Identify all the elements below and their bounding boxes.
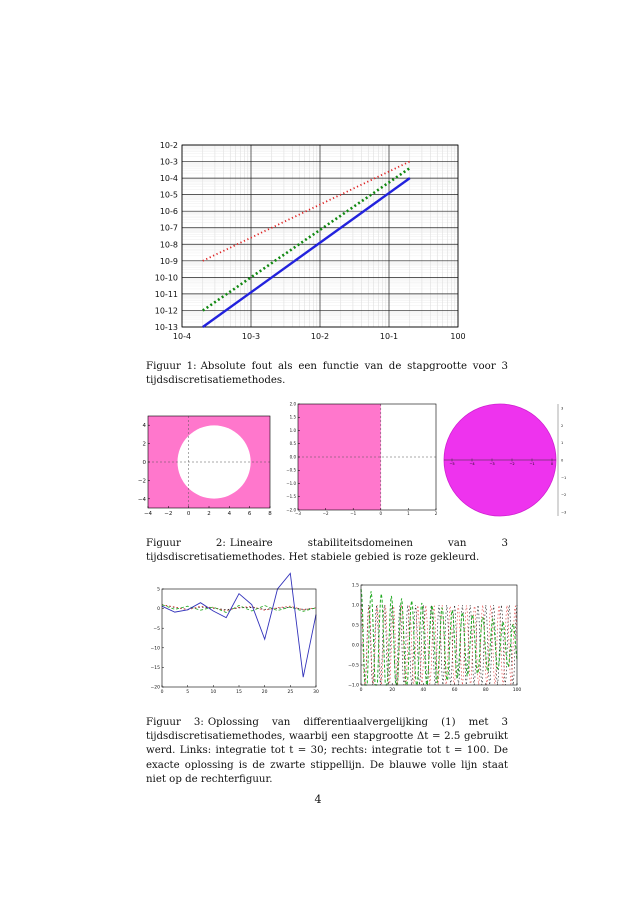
figure-y-tick-label: 0.5 xyxy=(289,441,296,447)
figure-1-x-tick-label: 10-4 xyxy=(172,332,192,341)
figure-y-tick-label: 0 xyxy=(157,607,160,613)
figure-y-tick-label: 5 xyxy=(157,587,160,593)
figure-y-tick-label: −2 xyxy=(137,478,146,485)
figure-1-x-tick-label: 10-1 xyxy=(379,332,399,341)
figure-3-left-frame xyxy=(162,589,316,687)
figure-y-tick-label: 1.0 xyxy=(289,427,296,433)
figure-1-series-line xyxy=(203,178,410,327)
figure-y-tick-label: −10 xyxy=(150,646,160,652)
figure-x-tick-label: 15 xyxy=(236,690,242,695)
figure-y-tick-label: −1.5 xyxy=(286,494,296,500)
figure-1-label: Figuur 1: xyxy=(146,361,197,372)
figure-2c-y-tick-label: −3 xyxy=(561,510,567,515)
figure-y-tick-label: 1.5 xyxy=(351,583,359,589)
figure-1-caption-text: Absolute fout als een functie van de stapgrootte voor 3 tijdsdiscretisatiemethodes. xyxy=(146,361,508,387)
figure-y-tick-label: −0.5 xyxy=(286,467,296,473)
figure-1-y-tick-label: 10-3 xyxy=(159,157,178,167)
figure-x-tick-label: 0 xyxy=(359,688,363,693)
figure-x-tick-label: 4 xyxy=(227,511,232,517)
figure-x-tick-label: 2 xyxy=(434,511,438,516)
figure-x-tick-label: 6 xyxy=(247,511,252,517)
figure-2c-y-tick-label: −1 xyxy=(561,475,567,480)
figure-x-tick-label: −2 xyxy=(164,511,173,517)
figure-1-x-tick-label: 100 xyxy=(450,332,466,341)
figure-y-tick-label: −1.0 xyxy=(286,480,296,486)
figure-2a-stability-plot xyxy=(137,412,275,520)
figure-1-y-tick-label: 10-8 xyxy=(159,240,178,250)
figure-2c-y-tick-label: 0 xyxy=(561,458,564,463)
figure-y-tick-label: 1.5 xyxy=(289,414,296,420)
figure-1-y-tick-label: 10-2 xyxy=(159,141,178,150)
figure-2b-stability-plot xyxy=(286,398,440,520)
figure-2c-y-tick-label: 3 xyxy=(561,406,564,411)
figure-2c-y-tick-label: 1 xyxy=(561,441,564,446)
figure-y-tick-label: −2.0 xyxy=(286,507,296,513)
figure-x-tick-label: 30 xyxy=(313,690,319,695)
figure-1-x-tick-label: 10-2 xyxy=(310,332,330,341)
figure-x-tick-label: 0 xyxy=(186,511,191,517)
figure-2-caption xyxy=(146,537,508,565)
figure-1-y-tick-label: 10-9 xyxy=(159,256,178,266)
figure-x-tick-label: 60 xyxy=(451,688,458,693)
figure-x-tick-label: 25 xyxy=(287,690,294,695)
figure-x-tick-label: −3 xyxy=(295,511,301,516)
figure-y-tick-label: −20 xyxy=(150,685,160,691)
figure-1-error-plot xyxy=(135,140,470,345)
figure-y-tick-label: 0.0 xyxy=(351,643,359,649)
figure-x-tick-label: −2 xyxy=(322,511,329,516)
figure-y-tick-label: 2 xyxy=(142,441,146,448)
figure-y-tick-label: 4 xyxy=(142,423,146,430)
figure-2-label: Figuur 2: xyxy=(146,538,226,549)
figure-x-tick-label: 100 xyxy=(512,688,522,693)
figure-2c-x-tick-label: −1 xyxy=(529,462,535,466)
figure-2c-x-tick-label: −4 xyxy=(469,462,475,466)
figure-1-y-tick-label: 10-5 xyxy=(159,190,178,200)
figure-y-tick-label: −4 xyxy=(137,496,146,503)
figure-y-tick-label: −5 xyxy=(153,626,160,632)
figure-2-caption-text: Lineaire stabiliteitsdomeinen van 3 tijdsdiscretisatiemethodes. Het stabiele gebied is roze gekleurd. xyxy=(146,538,508,564)
figure-y-tick-label: 2.0 xyxy=(289,401,296,407)
figure-1-y-tick-label: 10-11 xyxy=(154,289,178,299)
figure-x-tick-label: 20 xyxy=(261,690,268,695)
figure-1-y-tick-label: 10-10 xyxy=(154,273,178,283)
figure-y-tick-label: −0.5 xyxy=(348,663,359,669)
figure-1-grid xyxy=(182,145,458,327)
figure-2c-y-tick-label: −2 xyxy=(561,493,567,498)
figure-2c-x-tick-label: −5 xyxy=(449,462,455,466)
figure-2c-x-tick-label: −2 xyxy=(509,462,515,466)
figure-1-y-tick-label: 10-7 xyxy=(159,223,178,233)
figure-y-tick-label: 1.0 xyxy=(351,603,359,609)
figure-1-y-tick-label: 10-12 xyxy=(154,306,178,316)
figure-y-tick-label: 0.5 xyxy=(351,623,359,629)
figure-2c-y-tick-label: 2 xyxy=(561,423,564,428)
figure-y-tick-label: −1.0 xyxy=(348,683,359,689)
figure-2c-x-tick-label: −3 xyxy=(489,462,495,466)
figure-3-right-solution-plot xyxy=(345,579,523,697)
figure-x-tick-label: 40 xyxy=(420,688,427,693)
figure-1-ticks xyxy=(155,141,466,341)
figure-3-label: Figuur 3: xyxy=(146,717,204,728)
figure-x-tick-label: −1 xyxy=(350,511,357,516)
figure-3-right-series-line xyxy=(361,605,517,685)
figure-1-y-tick-label: 10-6 xyxy=(159,207,178,217)
figure-1-y-tick-label: 10-13 xyxy=(154,323,178,332)
figure-2c-x-tick-label: 0 xyxy=(550,462,554,466)
figure-3-left-solution-plot xyxy=(148,583,323,699)
figure-x-tick-label: 8 xyxy=(268,511,272,517)
figure-1-y-tick-label: 10-4 xyxy=(159,174,178,184)
figure-x-tick-label: 5 xyxy=(186,690,190,695)
page-number: 4 xyxy=(314,793,322,806)
figure-x-tick-label: 0 xyxy=(379,511,383,516)
figure-y-tick-label: 0 xyxy=(142,459,146,466)
figure-x-tick-label: −4 xyxy=(143,511,153,517)
figure-1-caption xyxy=(146,360,508,388)
figure-1-x-tick-label: 10-3 xyxy=(241,332,261,341)
figure-x-tick-label: 20 xyxy=(389,688,396,693)
figure-3-caption xyxy=(146,716,508,787)
figure-x-tick-label: 2 xyxy=(207,511,211,517)
figure-x-tick-label: 80 xyxy=(482,688,489,693)
figure-y-tick-label: 0.0 xyxy=(289,454,296,460)
figure-x-tick-label: 0 xyxy=(160,690,164,695)
figure-y-tick-label: −15 xyxy=(150,666,160,672)
figure-x-tick-label: 10 xyxy=(210,690,217,695)
figure-2c-stability-plot xyxy=(442,398,566,524)
figure-3-caption-text: Oplossing van differentiaalvergelijking (1) met 3 tijdsdiscretisatiemethodes, waarbij een stapgrootte Δt = 2.5 gebruikt werd. Links: integratie tot t = 30; rechts: integratie tot t = 100. De exacte oplossing is de zwarte stippellijn. De blauwe volle lijn staat niet op de rechterfiguur. xyxy=(146,717,508,785)
figure-x-tick-label: 1 xyxy=(407,511,410,516)
